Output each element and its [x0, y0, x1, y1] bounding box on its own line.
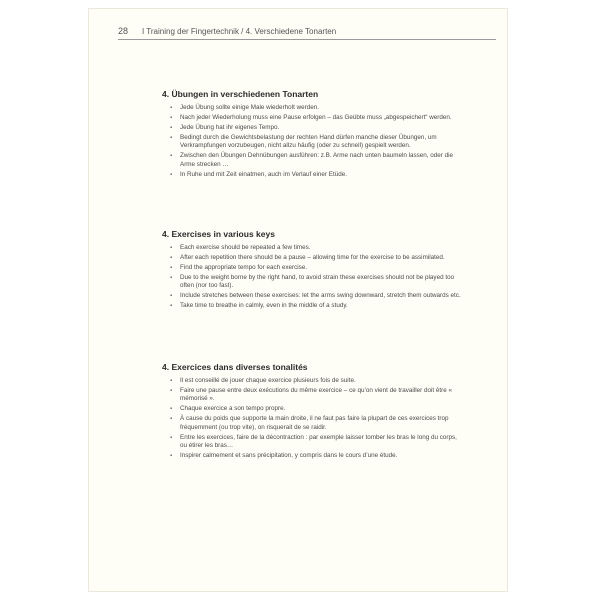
list-item: ▪ Entre les exercices, faire de la décontraction : par exemple laisser tomber les bras le long du corps, ou étirer les bras… — [170, 434, 462, 451]
list-item: ▪ Nach jeder Wiederholung muss eine Pause erfolgen – das Geübte muss „abgespeichert“ werden. — [170, 114, 462, 122]
section-title: 4. Übungen in verschiedenen Tonarten — [162, 89, 319, 99]
list-item: ▪ Faire une pause entre deux exécutions du même exercice – ce qu’on vient de travailler doit être « mémorisé ». — [170, 387, 462, 404]
list-item: ▪ Il est conseillé de jouer chaque exercice plusieurs fois de suite. — [170, 377, 462, 385]
list-item: ▪ Include stretches between these exercises: let the arms swing downward, stretch them outwards etc. — [170, 292, 462, 300]
list-item: ▪ Each exercise should be repeated a few times. — [170, 244, 462, 252]
running-header — [118, 26, 496, 36]
bullet-list — [162, 104, 462, 179]
list-item: ▪ Bedingt durch die Gewichtsbelastung der rechten Hand dürfen manche dieser Übungen, um Verkrampfungen vorzubeugen, nicht allzu häufig (oder zu schnell) gespielt werden. — [170, 134, 462, 151]
list-item: ▪ Take time to breathe in calmly, even in the middle of a study. — [170, 302, 462, 310]
list-item: ▪ Find the appropriate tempo for each exercise. — [170, 264, 462, 272]
list-item: ▪ Inspirer calmement et sans précipitation, y compris dans le cours d’une étude. — [170, 452, 462, 460]
section-title: 4. Exercises in various keys — [162, 229, 275, 239]
section-french — [162, 362, 462, 462]
list-item: ▪ Due to the weight borne by the right hand, to avoid strain these exercises should not be played too often (nor too fast). — [170, 274, 462, 291]
list-item: ▪ Jede Übung sollte einige Male wiederholt werden. — [170, 104, 462, 112]
list-item: ▪ After each repetition there should be a pause – allowing time for the exercise to be assimilated. — [170, 254, 462, 262]
section-english — [162, 229, 462, 312]
bullet-list — [162, 244, 462, 311]
section-title: 4. Exercices dans diverses tonalités — [162, 362, 308, 372]
list-item: ▪ Jede Übung hat ihr eigenes Tempo. — [170, 124, 462, 132]
bullet-list — [162, 377, 462, 461]
list-item: ▪ Chaque exercice a son tempo propre. — [170, 405, 462, 413]
list-item: ▪ Zwischen den Übungen Dehnübungen ausführen: z.B. Arme nach unten baumeln lassen, oder die Arme strecken … — [170, 152, 462, 169]
page-number: 28 — [118, 26, 129, 36]
list-item: ▪ In Ruhe und mit Zeit einatmen, auch im Verlauf einer Etüde. — [170, 171, 462, 179]
header-title: I Training der Fingertechnik / 4. Verschiedene Tonarten — [142, 27, 337, 36]
list-item: ▪ À cause du poids que supporte la main droite, il ne faut pas faire la plupart de ces exercices trop fréquemment (ou trop vite), on risquerait de se raidir. — [170, 415, 462, 432]
section-german — [162, 89, 462, 181]
header-rule — [118, 39, 496, 40]
